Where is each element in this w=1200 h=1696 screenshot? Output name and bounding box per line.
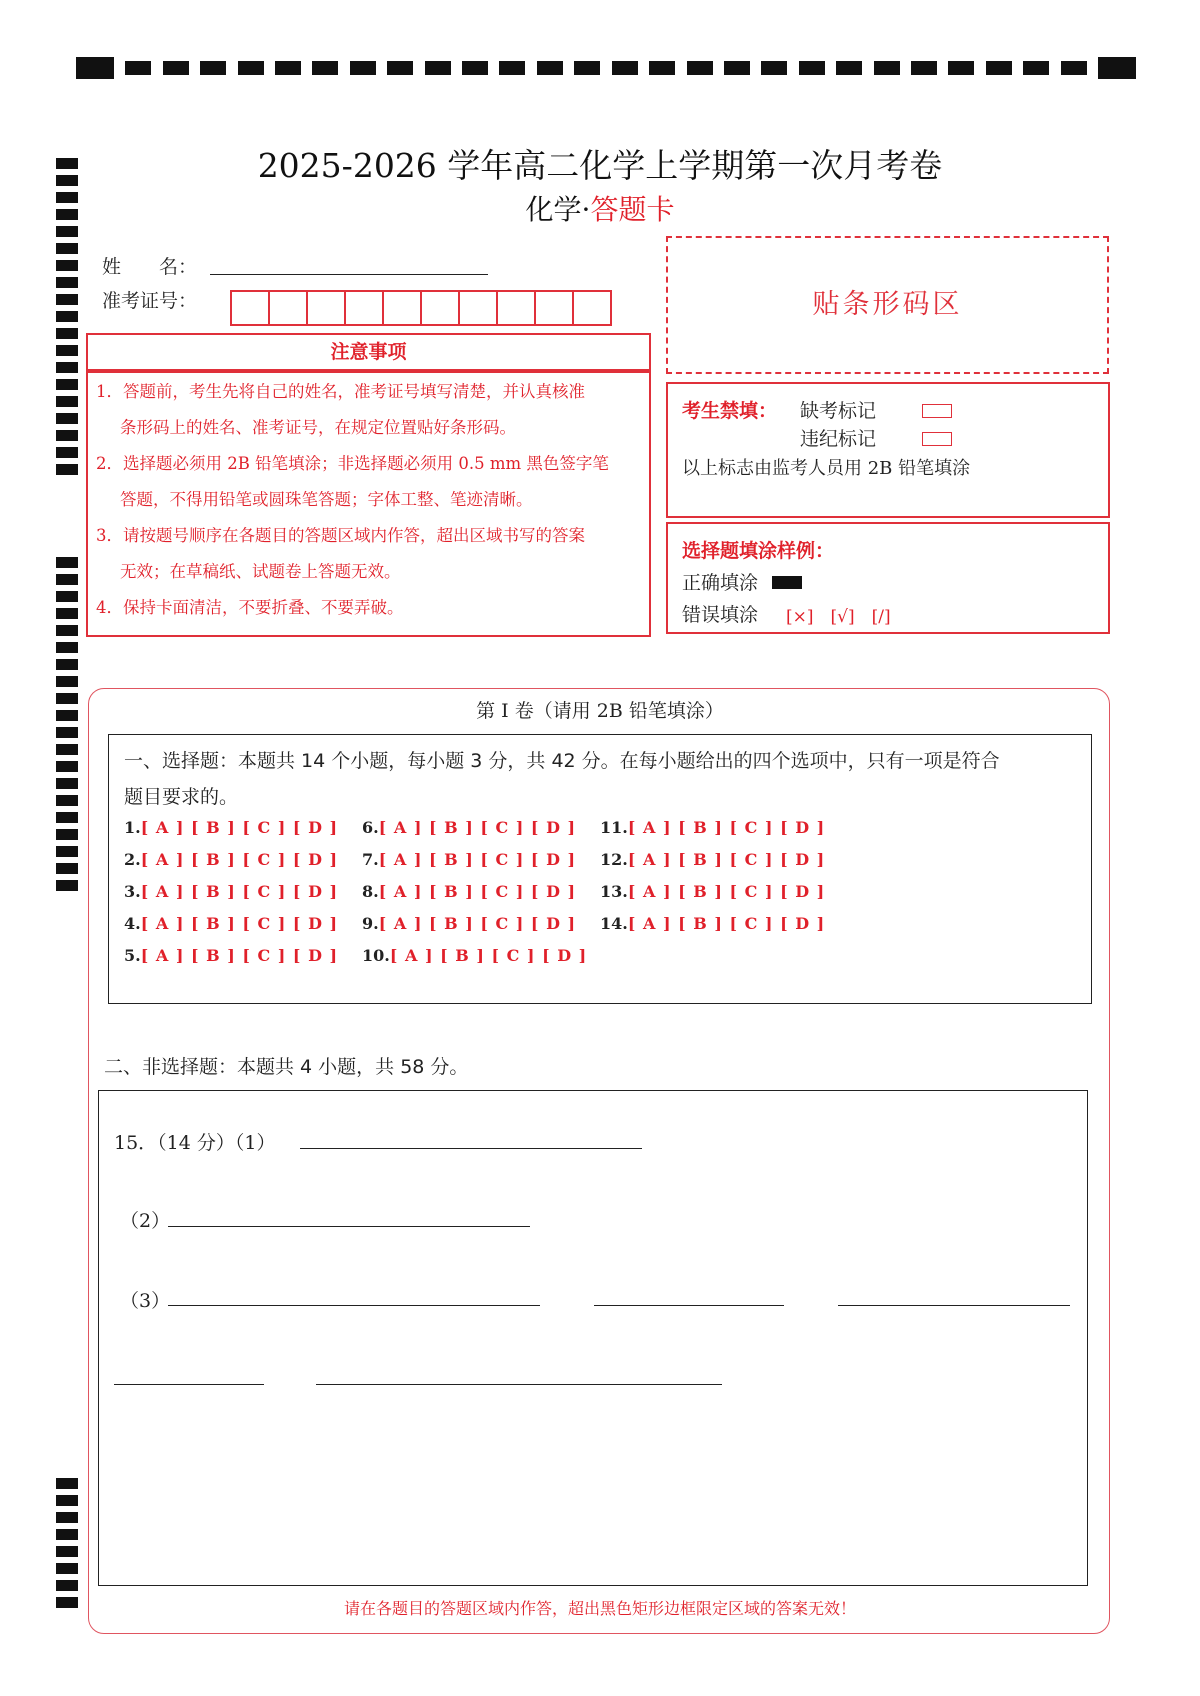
notice-line: 1．答题前，考生先将自己的姓名，准考证号填写清楚，并认真核准 xyxy=(96,382,585,401)
mc-options[interactable]: [ A ] [ B ] [ C ] [ D ] xyxy=(389,946,588,965)
timing-mark xyxy=(56,659,78,670)
timing-mark xyxy=(56,413,78,424)
timing-mark xyxy=(56,396,78,407)
mc-question-number: 13. xyxy=(600,882,628,901)
q15-2-label: （2） xyxy=(120,1210,171,1232)
mc-options[interactable]: [ A ] [ B ] [ C ] [ D ] xyxy=(627,818,826,837)
timing-mark xyxy=(56,557,78,568)
timing-mark xyxy=(462,61,488,75)
mc-options[interactable]: [ A ] [ B ] [ C ] [ D ] xyxy=(140,914,339,933)
timing-mark xyxy=(56,430,78,441)
examiner-only-label: 考生禁填： xyxy=(682,400,778,422)
part1-title: 第 I 卷（请用 2B 铅笔填涂） xyxy=(476,700,724,722)
mc-question-number: 5. xyxy=(124,946,141,965)
timing-mark xyxy=(724,61,750,75)
timing-mark xyxy=(499,61,525,75)
violation-mark-box[interactable] xyxy=(922,432,952,446)
mc-question xyxy=(362,914,576,933)
timing-mark xyxy=(874,61,900,75)
id-digit-box[interactable] xyxy=(534,290,574,326)
mc-question xyxy=(124,914,338,933)
wrong-fill-marks: [×] [√] [/] xyxy=(786,607,891,627)
correct-fill-label: 正确填涂 xyxy=(682,572,759,594)
timing-mark xyxy=(56,574,78,585)
timing-mark xyxy=(986,61,1012,75)
mc-question xyxy=(600,850,825,869)
timing-mark xyxy=(56,829,78,840)
timing-mark xyxy=(1061,61,1087,75)
subtitle-subject: 化学· xyxy=(525,193,591,226)
side-timing-marks-3 xyxy=(56,1478,78,1608)
mc-options[interactable]: [ A ] [ B ] [ C ] [ D ] xyxy=(378,818,577,837)
timing-mark xyxy=(649,61,675,75)
timing-mark xyxy=(350,61,376,75)
timing-mark xyxy=(56,812,78,823)
timing-mark xyxy=(56,1580,78,1591)
mc-options[interactable]: [ A ] [ B ] [ C ] [ D ] xyxy=(627,850,826,869)
timing-mark xyxy=(425,61,451,75)
exam-id-boxes[interactable] xyxy=(232,290,612,326)
id-digit-box[interactable] xyxy=(420,290,460,326)
timing-mark xyxy=(56,608,78,619)
timing-mark xyxy=(56,863,78,874)
q15-3-answer-line-1[interactable] xyxy=(168,1305,540,1306)
name-field[interactable] xyxy=(210,274,488,275)
timing-mark xyxy=(56,591,78,602)
mc-question xyxy=(600,882,825,901)
mc-question xyxy=(362,818,576,837)
timing-mark xyxy=(761,61,787,75)
mc-question xyxy=(124,850,338,869)
timing-mark xyxy=(836,61,862,75)
timing-mark xyxy=(76,57,114,79)
mc-question-number: 12. xyxy=(600,850,628,869)
timing-mark xyxy=(56,294,78,305)
timing-mark xyxy=(56,778,78,789)
mc-question-number: 10. xyxy=(362,946,390,965)
q15-3-answer-line-5[interactable] xyxy=(316,1384,722,1385)
mc-question xyxy=(124,946,338,965)
name-label: 姓 名： xyxy=(102,256,198,278)
mc-instructions-line2: 题目要求的。 xyxy=(124,786,239,808)
wrong-fill-label: 错误填涂 xyxy=(682,604,759,626)
timing-mark xyxy=(125,61,151,75)
timing-mark xyxy=(275,61,301,75)
mc-question-number: 14. xyxy=(600,914,628,933)
notice-title: 注意事项 xyxy=(330,341,407,363)
timing-mark xyxy=(56,880,78,891)
timing-mark xyxy=(56,1495,78,1506)
mc-options[interactable]: [ A ] [ B ] [ C ] [ D ] xyxy=(378,850,577,869)
mc-options[interactable]: [ A ] [ B ] [ C ] [ D ] xyxy=(627,882,826,901)
mc-question-number: 2. xyxy=(124,850,141,869)
subtitle-answer-card: 答题卡 xyxy=(590,193,675,226)
timing-mark xyxy=(56,1563,78,1574)
timing-mark xyxy=(56,260,78,271)
id-digit-box[interactable] xyxy=(572,290,612,326)
notice-line: 答题，不得用铅笔或圆珠笔答题；字体工整、笔迹清晰。 xyxy=(120,490,533,509)
timing-mark xyxy=(948,61,974,75)
timing-mark xyxy=(911,61,937,75)
notice-line: 无效；在草稿纸、试题卷上答题无效。 xyxy=(120,562,401,581)
id-digit-box[interactable] xyxy=(306,290,346,326)
part2-title: 二、非选择题：本题共 4 小题，共 58 分。 xyxy=(104,1056,469,1078)
mc-question xyxy=(362,850,576,869)
q15-2-answer-line[interactable] xyxy=(168,1226,530,1227)
mc-question-number: 3. xyxy=(124,882,141,901)
examiner-note: 以上标志由监考人员用 2B 铅笔填涂 xyxy=(682,458,971,479)
timing-mark xyxy=(56,277,78,288)
mc-question xyxy=(124,818,338,837)
timing-mark xyxy=(56,846,78,857)
timing-mark xyxy=(56,464,78,475)
timing-mark xyxy=(387,61,413,75)
timing-mark xyxy=(56,1529,78,1540)
mc-question-number: 8. xyxy=(362,882,379,901)
q15-3-label: （3） xyxy=(120,1290,171,1312)
notice-header xyxy=(86,333,651,371)
barcode-label: 贴条形码区 xyxy=(812,289,963,320)
mc-options[interactable]: [ A ] [ B ] [ C ] [ D ] xyxy=(140,850,339,869)
timing-mark xyxy=(56,744,78,755)
mc-question-number: 7. xyxy=(362,850,379,869)
timing-mark xyxy=(56,676,78,687)
timing-mark xyxy=(238,61,264,75)
timing-mark xyxy=(56,379,78,390)
timing-mark xyxy=(56,1478,78,1489)
id-label: 准考证号： xyxy=(102,290,198,312)
mc-question-number: 9. xyxy=(362,914,379,933)
correct-fill-mark xyxy=(772,576,802,589)
barcode-area xyxy=(666,236,1109,374)
notice-line: 2．选择题必须用 2B 铅笔填涂；非选择题必须用 0.5 mm 黑色签字笔 xyxy=(96,454,609,473)
mc-question xyxy=(600,914,825,933)
id-digit-box[interactable] xyxy=(458,290,498,326)
id-digit-box[interactable] xyxy=(382,290,422,326)
mc-instructions-line1: 一、选择题：本题共 14 个小题，每小题 3 分，共 42 分。在每小题给出的四个选项中，只有一项是符合 xyxy=(124,750,1000,772)
timing-mark xyxy=(312,61,338,75)
mc-question xyxy=(362,946,587,965)
timing-mark xyxy=(163,61,189,75)
id-digit-box[interactable] xyxy=(496,290,536,326)
mc-question xyxy=(600,818,825,837)
timing-mark xyxy=(56,362,78,373)
q15-3-answer-line-4[interactable] xyxy=(114,1384,264,1385)
timing-mark xyxy=(56,243,78,254)
mc-options[interactable]: [ A ] [ B ] [ C ] [ D ] xyxy=(140,946,339,965)
timing-mark xyxy=(56,795,78,806)
mc-question xyxy=(362,882,576,901)
mc-question-number: 1. xyxy=(124,818,141,837)
timing-mark xyxy=(56,761,78,772)
timing-mark xyxy=(56,328,78,339)
mc-options[interactable]: [ A ] [ B ] [ C ] [ D ] xyxy=(378,914,577,933)
timing-mark xyxy=(799,61,825,75)
q15-1-answer-line[interactable] xyxy=(300,1148,642,1149)
top-timing-marks xyxy=(76,56,1136,80)
timing-mark xyxy=(537,61,563,75)
timing-mark xyxy=(687,61,713,75)
mc-options[interactable]: [ A ] [ B ] [ C ] [ D ] xyxy=(378,882,577,901)
examiner-only-box xyxy=(666,382,1110,518)
page-title: 2025-2026 学年高二化学上学期第一次月考卷 xyxy=(257,146,943,185)
violation-mark-label: 违纪标记 xyxy=(800,428,877,450)
notice-line: 3．请按题号顺序在各题目的答题区域内作答，超出区域书写的答案 xyxy=(96,526,585,545)
timing-mark xyxy=(56,447,78,458)
q15-label: 15．（14 分）（1） xyxy=(114,1132,276,1154)
mc-options[interactable]: [ A ] [ B ] [ C ] [ D ] xyxy=(627,914,826,933)
absent-mark-label: 缺考标记 xyxy=(800,400,877,422)
timing-mark xyxy=(56,642,78,653)
timing-mark xyxy=(56,311,78,322)
mc-question-number: 6. xyxy=(362,818,379,837)
footer-warning: 请在各题目的答题区域内作答，超出黑色矩形边框限定区域的答案无效！ xyxy=(343,1599,856,1618)
timing-mark xyxy=(56,1512,78,1523)
timing-mark xyxy=(200,61,226,75)
timing-mark xyxy=(56,625,78,636)
absent-mark-box[interactable] xyxy=(922,404,952,418)
q15-3-answer-line-3[interactable] xyxy=(838,1305,1070,1306)
mc-question-number: 11. xyxy=(600,818,628,837)
mc-question-number: 4. xyxy=(124,914,141,933)
id-digit-box[interactable] xyxy=(344,290,384,326)
timing-mark xyxy=(56,1546,78,1557)
fill-sample-title: 选择题填涂样例： xyxy=(682,540,835,562)
id-digit-box[interactable] xyxy=(230,290,270,326)
timing-mark xyxy=(1098,57,1136,79)
timing-mark xyxy=(1023,61,1049,75)
id-digit-box[interactable] xyxy=(268,290,308,326)
side-timing-marks-2 xyxy=(56,557,78,891)
timing-mark xyxy=(56,345,78,356)
q15-3-answer-line-2[interactable] xyxy=(594,1305,784,1306)
q15-answer-box xyxy=(98,1090,1088,1586)
notice-line: 4．保持卡面清洁，不要折叠、不要弄破。 xyxy=(96,598,404,617)
notice-line: 条形码上的姓名、准考证号，在规定位置贴好条形码。 xyxy=(120,418,516,437)
timing-mark xyxy=(612,61,638,75)
fill-sample-box xyxy=(666,522,1110,634)
mc-options[interactable]: [ A ] [ B ] [ C ] [ D ] xyxy=(140,882,339,901)
timing-mark xyxy=(574,61,600,75)
timing-mark xyxy=(56,727,78,738)
mc-question xyxy=(124,882,338,901)
page-subtitle xyxy=(0,188,1200,228)
mc-options[interactable]: [ A ] [ B ] [ C ] [ D ] xyxy=(140,818,339,837)
